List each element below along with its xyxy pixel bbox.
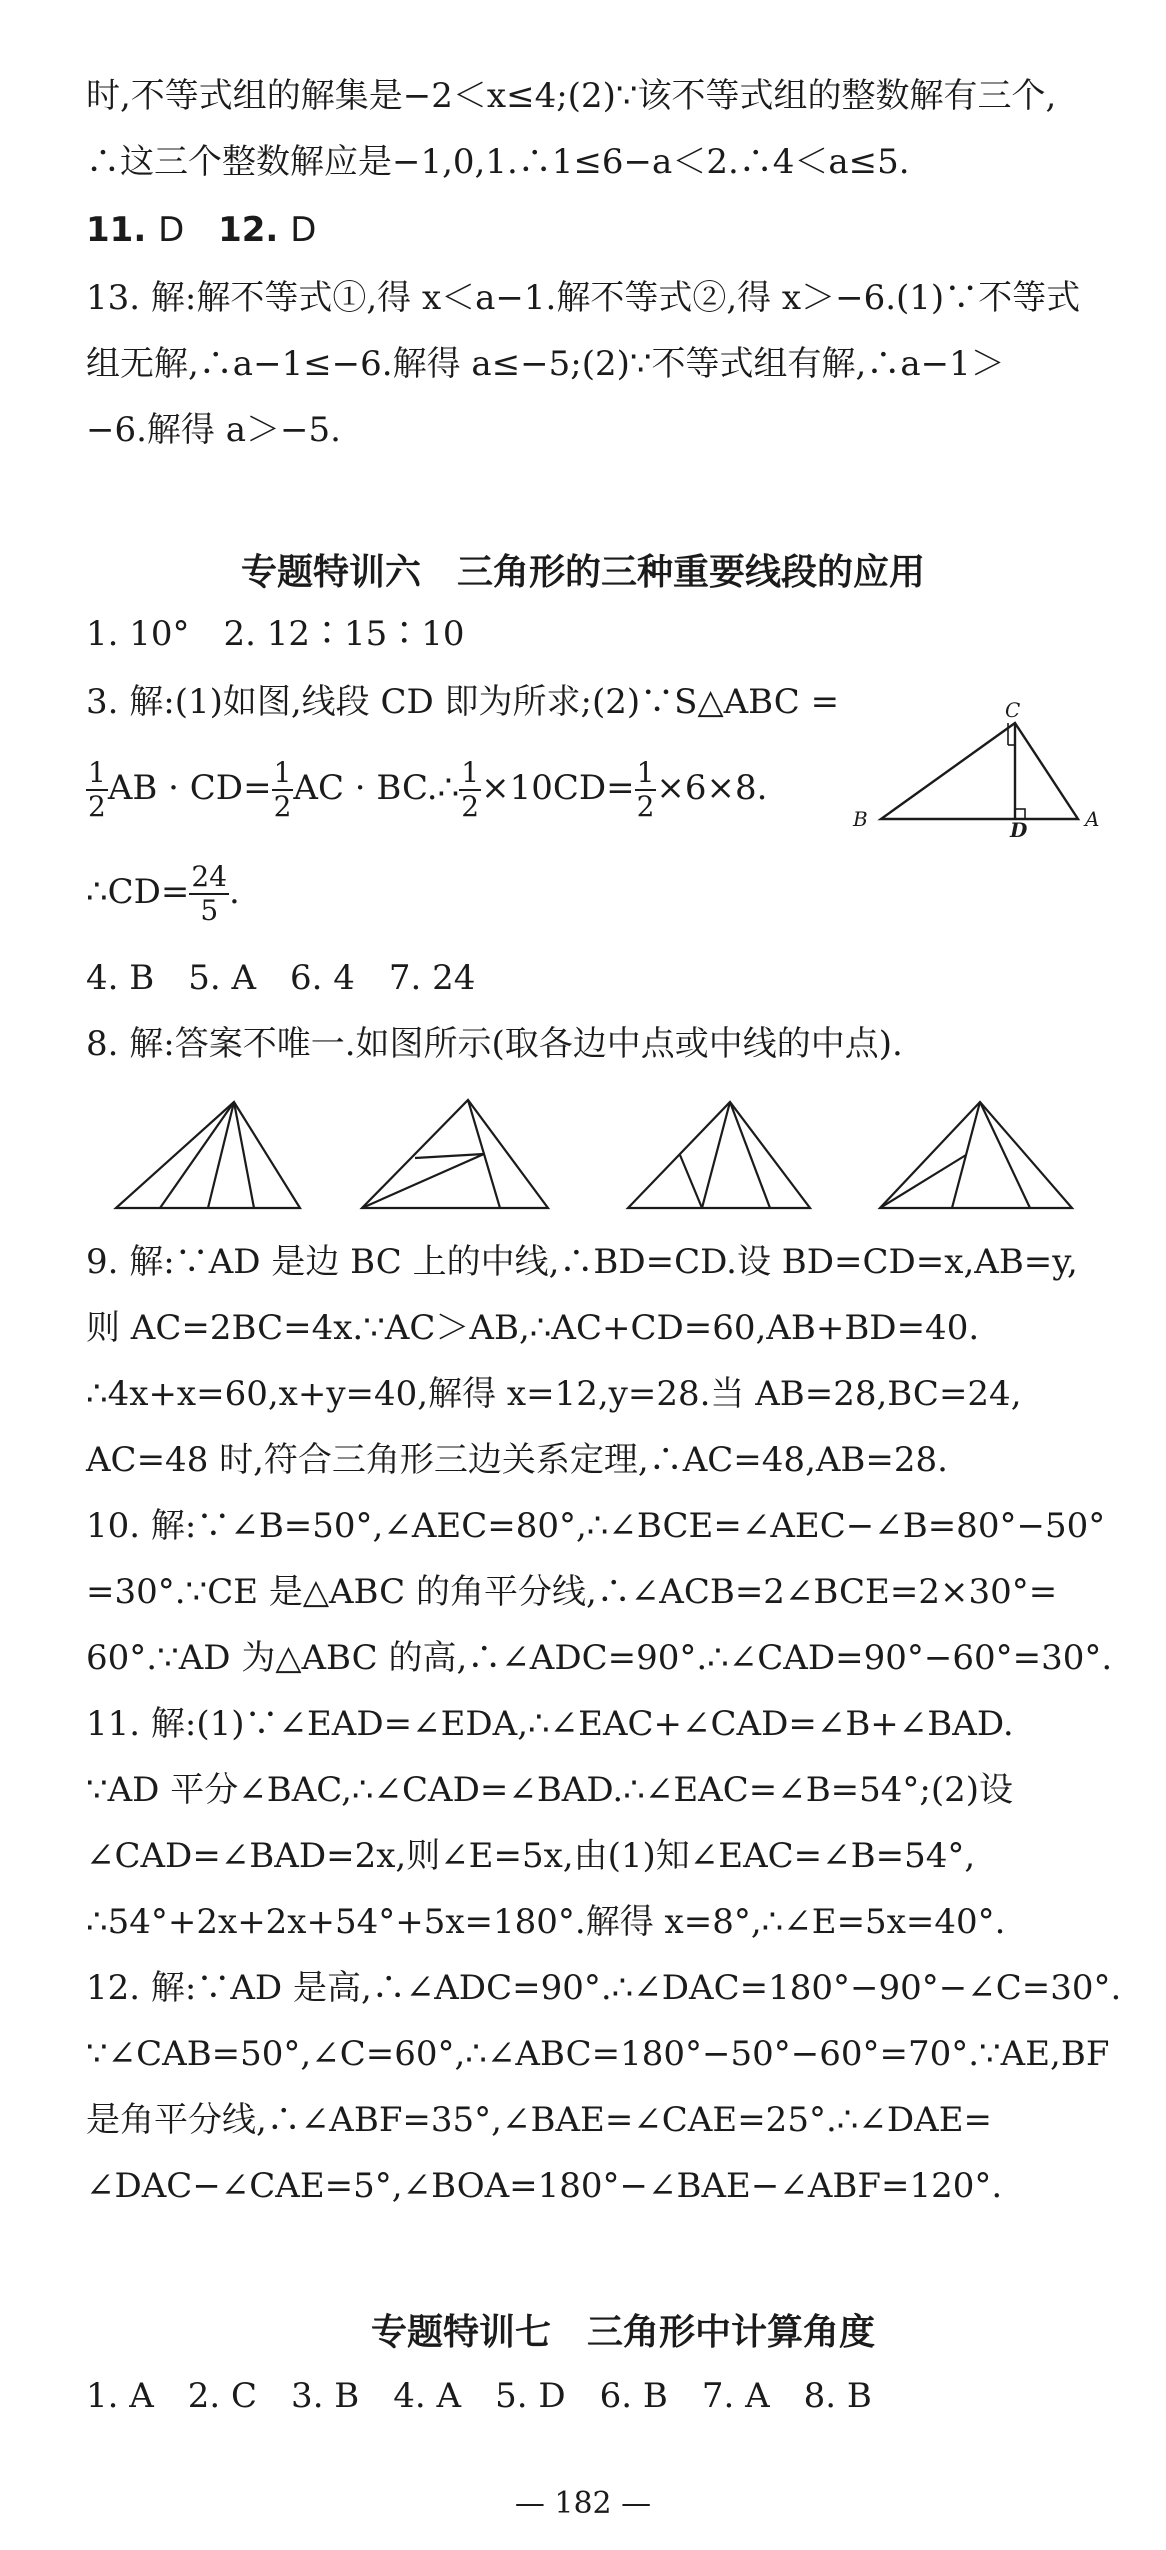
fraction-half-4: $\frac{1}{2}$	[636, 756, 655, 823]
label-a: A	[1085, 807, 1100, 831]
s6-q4-7: 4. B 5. A 6. 4 7. 24	[86, 958, 476, 998]
fraction-half-3: $\frac{1}{2}$	[461, 756, 480, 823]
s6-q12-line-2: ∵∠CAB=50°,∠C=60°,∴∠ABC=180°−50°−60°=70°.∵AE,BF	[86, 2034, 1110, 2074]
label-b: B	[853, 807, 868, 831]
label-c: C	[1005, 700, 1021, 722]
section7-title: 专题特训七 三角形中计算角度	[370, 2312, 875, 2353]
s6-q11-line-3: ∠CAD=∠BAD=2x,则∠E=5x,由(1)知∠EAC=∠B=54°,	[86, 1836, 976, 1876]
s6-q11-line-2: ∵AD 平分∠BAC,∴∠CAD=∠BAD.∴∠EAC=∠B=54°;(2)设	[86, 1770, 1014, 1810]
s6-q9-line-2: 则 AC=2BC=4x.∵AC＞AB,∴AC+CD=60,AB+BD=40.	[86, 1308, 980, 1348]
q12-answer: D	[290, 210, 317, 250]
s6-q9-line-4: AC=48 时,符合三角形三边关系定理,∴AC=48,AB=28.	[86, 1440, 948, 1480]
s6-q10-line-2: =30°.∵CE 是△ABC 的角平分线,∴∠ACB=2∠BCE=2×30°=	[86, 1572, 1058, 1612]
text-line-2: ∴这三个整数解应是−1,0,1.∴1≤6−a＜2.∴4＜a≤5.	[86, 142, 910, 182]
s6-q9-line-1: 9. 解:∵AD 是边 BC 上的中线,∴BD=CD.设 BD=CD=x,AB=y,	[86, 1242, 1078, 1282]
s6-q1-2: 1. 10° 2. 12∶15∶10	[86, 614, 465, 654]
fraction-half-1: $\frac{1}{2}$	[88, 756, 106, 823]
label-d: D	[1010, 818, 1028, 840]
q13-line-2: 组无解,∴a−1≤−6.解得 a≤−5;(2)∵不等式组有解,∴a−1＞	[86, 344, 1005, 384]
s6-q12-line-3: 是角平分线,∴∠ABF=35°,∠BAE=∠CAE=25°.∴∠DAE=	[86, 2100, 992, 2140]
s6-q12-line-4: ∠DAC−∠CAE=5°,∠BOA=180°−∠BAE−∠ABF=120°.	[86, 2166, 1003, 2206]
q12-number: 12.	[218, 210, 279, 250]
q11-number: 11.	[86, 210, 147, 250]
s6-q12-line-1: 12. 解:∵AD 是高,∴∠ADC=90°.∴∠DAC=180°−90°−∠C=30°.	[86, 1968, 1122, 2008]
section6-title: 专题特训六 三角形的三种重要线段的应用	[240, 552, 925, 593]
q11-answer: D	[158, 210, 185, 250]
s7-answers: 1. A 2. C 3. B 4. A 5. D 6. B 7. A 8. B	[86, 2376, 872, 2416]
s6-q10-line-3: 60°.∵AD 为△ABC 的高,∴∠ADC=90°.∴∠CAD=90°−60°=30°.	[86, 1638, 1113, 1678]
s6-q11-line-1: 11. 解:(1)∵∠EAD=∠EDA,∴∠EAC+∠CAD=∠B+∠BAD.	[86, 1704, 1014, 1744]
fraction-24-5: $\frac{24}{5}$	[191, 860, 228, 927]
answers-11-12	[86, 208, 316, 252]
s6-q3-line-1: 3. 解:(1)如图,线段 CD 即为所求;(2)∵S△ABC =	[86, 682, 840, 722]
q13-line-3: −6.解得 a＞−5.	[86, 410, 341, 450]
page-number: — 182 —	[514, 2486, 652, 2521]
s6-q3-line-2: $\frac{1}{2}$ AB · CD= $\frac{1}{2}$ AC · BC.∴ $\frac{1}{2}$ ×10CD= $\frac{1}{2}$ ×6×8.	[88, 756, 768, 823]
text-line-1: 时,不等式组的解集是−2＜x≤4;(2)∵该不等式组的整数解有三个,	[86, 76, 1057, 116]
s6-q8: 8. 解:答案不唯一.如图所示(取各边中点或中线的中点).	[86, 1024, 903, 1064]
s6-q10-line-1: 10. 解:∵∠B=50°,∠AEC=80°,∴∠BCE=∠AEC−∠B=80°−50°	[86, 1506, 1106, 1546]
s6-q11-line-4: ∴54°+2x+2x+54°+5x=180°.解得 x=8°,∴∠E=5x=40°.	[86, 1902, 1006, 1942]
s6-q9-line-3: ∴4x+x=60,x+y=40,解得 x=12,y=28.当 AB=28,BC=24,	[86, 1374, 1022, 1414]
s6-q3-line-3: ∴CD= $\frac{24}{5}$ .	[86, 860, 240, 927]
q13-line-1: 13. 解:解不等式①,得 x＜a−1.解不等式②,得 x＞−6.(1)∵不等式	[86, 278, 1081, 318]
triangle-figure-q3	[845, 700, 1135, 840]
fraction-half-2: $\frac{1}{2}$	[273, 756, 292, 823]
four-triangles-figure	[100, 1090, 1160, 1220]
